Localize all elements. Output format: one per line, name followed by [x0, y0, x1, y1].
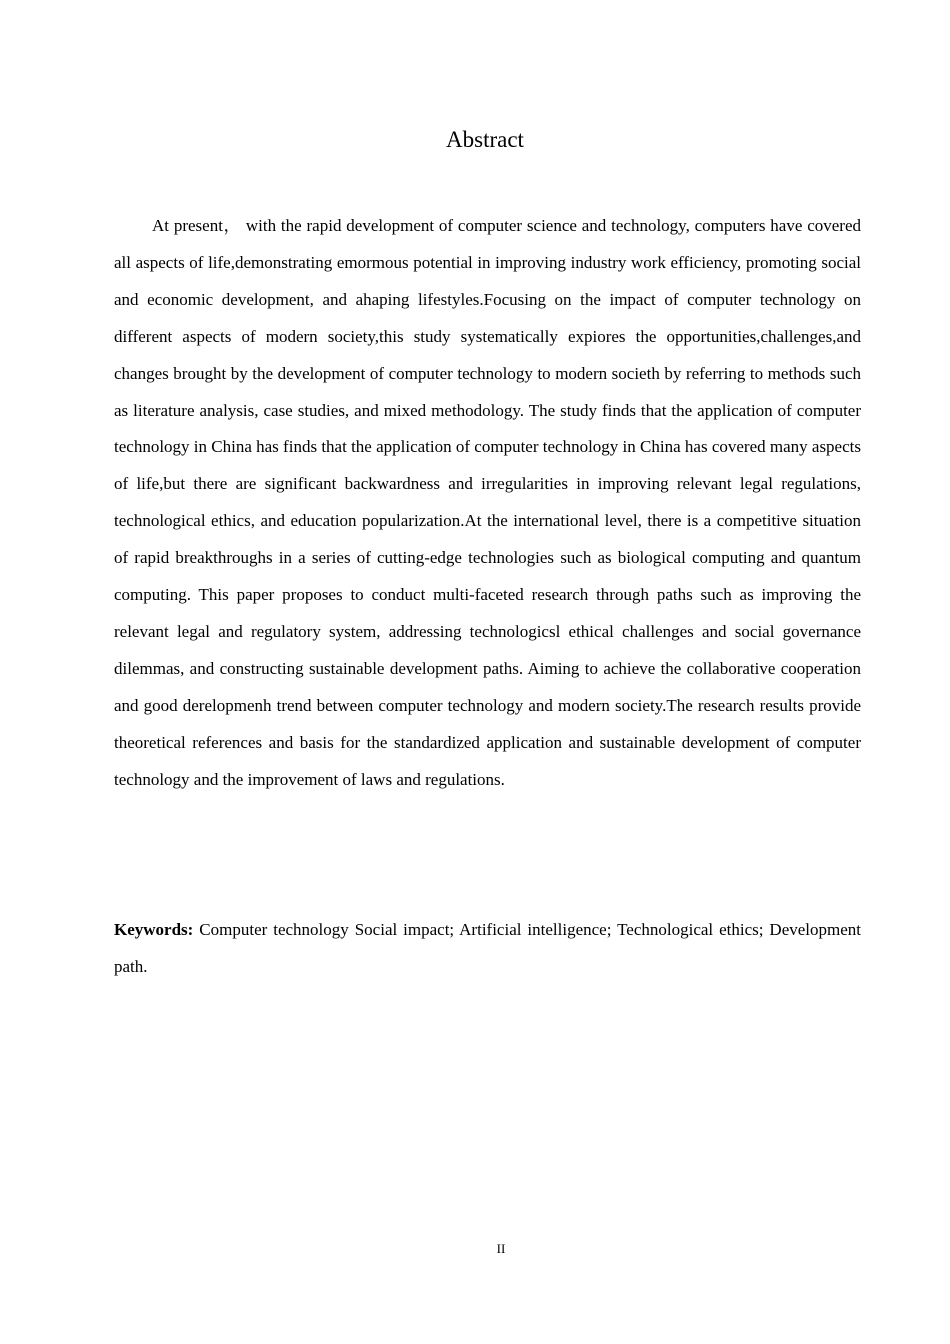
keywords-paragraph	[114, 912, 861, 986]
abstract-title: Abstract	[446, 127, 524, 152]
abstract-body: At present， with the rapid development of computer science and technology, computers have covered all aspects of life,demonstrating emormous potential in improving industry work efficiency, promoting social and economic development, and ahaping lifestyles.Focusing on the impact of computer technology on different aspects of modern society,this study systematically expiores the opportunities,challenges,and changes brought by the development of computer technology to modern societh by referring to methods such as literature analysis, case studies, and mixed methodology. The study finds that the application of computer technology in China has finds that the application of computer technology in China has covered many aspects of life,but there are significant backwardness and irregularities in improving relevant legal regulations, technological ethics, and education popularization.At the international level, there is a competitive situation of rapid breakthroughs in a series of cutting-edge technologies such as biological computing and quantum computing. This paper proposes to conduct multi-faceted research through paths such as improving the relevant legal and regulatory system, addressing technologicsl ethical challenges and social governance dilemmas, and constructing sustainable development paths. Aiming to achieve the collaborative cooperation and good derelopmenh trend between computer technology and modern society.The research results provide theoretical references and basis for the standardized application and sustainable development of computer technology and the improvement of laws and regulations.	[114, 216, 861, 789]
keywords-label: Keywords:	[114, 920, 194, 939]
page-number: II	[496, 1241, 506, 1256]
keywords-text: Computer technology Social impact; Artificial intelligence; Technological ethics; Development path.	[114, 920, 861, 976]
